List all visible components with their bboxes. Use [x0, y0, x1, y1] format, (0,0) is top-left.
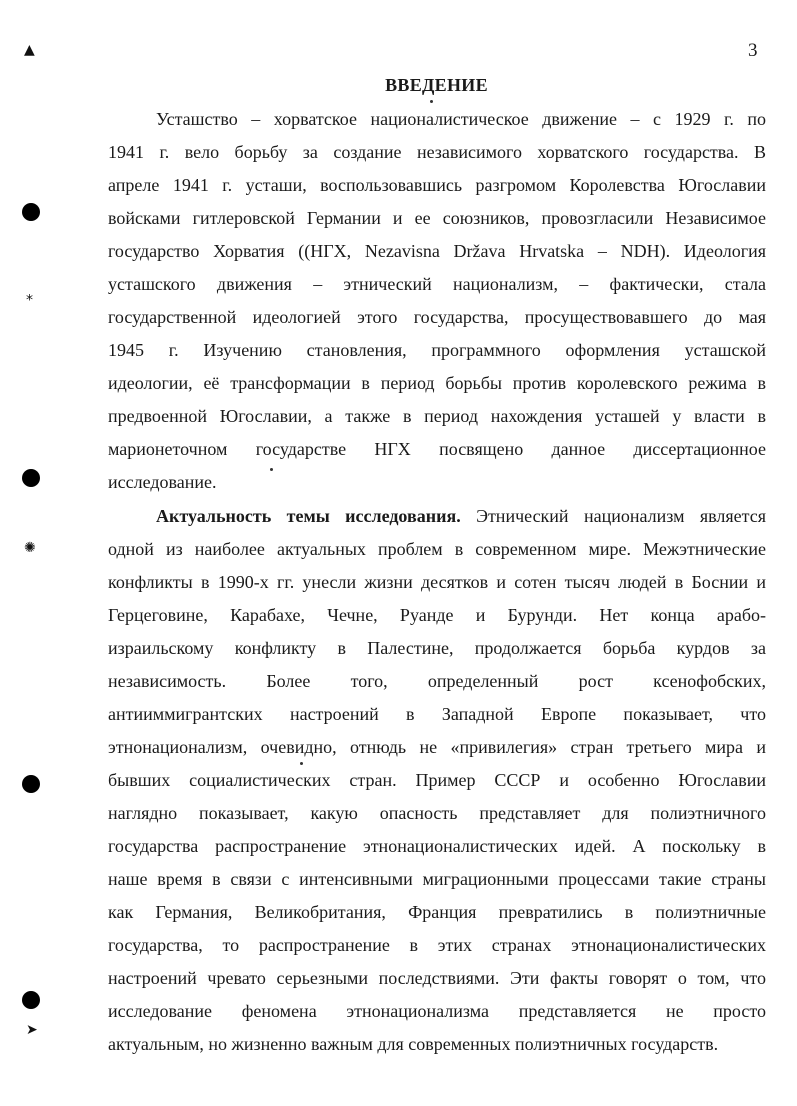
scan-speck: ✺: [24, 540, 36, 556]
text-line: настроений чревато серьезными последствиями. Эти факты говорят о том, что: [108, 968, 766, 988]
text-line: независимость. Более того, определенный рост ксенофобских,: [108, 671, 766, 691]
text-line: государства, то распространение в этих странах этнонационалистических: [108, 935, 766, 955]
binder-hole: [22, 991, 40, 1009]
text-line: Герцеговине, Карабахе, Чечне, Руанде и Бурунди. Нет конца арабо-: [108, 605, 766, 625]
text-line: как Германия, Великобритания, Франция превратились в полиэтничные: [108, 902, 766, 922]
binder-hole: [22, 469, 40, 487]
text-line: апреле 1941 г. усташи, воспользовавшись разгромом Королевства Югославии: [108, 175, 766, 195]
scan-speck: ⁎: [26, 288, 33, 304]
scan-dot: [300, 762, 303, 765]
text-line: этнонационализм, очевидно, отнюдь не «привилегия» стран третьего мира и: [108, 737, 766, 757]
text-line: актуальным, но жизненно важным для современных полиэтничных государств.: [108, 1034, 719, 1054]
text-line: исследование феномена этнонационализма представляется не просто: [108, 1001, 766, 1021]
text-line: исследование.: [108, 472, 217, 492]
text-line: конфликты в 1990-х гг. унесли жизни десятков и сотен тысяч людей в Боснии и: [108, 572, 766, 592]
text-line: Усташство – хорватское националистическое движение – с 1929 г. по: [156, 109, 766, 129]
text-line: усташского движения – этнический национализм, – фактически, стала: [108, 274, 766, 294]
text-line: предвоенной Югославии, а также в период нахождения усташей у власти в: [108, 406, 766, 426]
text-line: государства распространение этнонационалистических идей. А поскольку в: [108, 836, 766, 856]
text-line: наше время в связи с интенсивными миграционными процессами такие страны: [108, 869, 766, 889]
text-line: государственной идеологией этого государства, просуществовавшего до мая: [108, 307, 766, 327]
text-line: бывших социалистических стран. Пример СССР и особенно Югославии: [108, 770, 766, 790]
text-line: марионеточном государстве НГХ посвящено данное диссертационное: [108, 439, 766, 459]
text-line: государство Хорватия ((НГХ, Nezavisna Država Hrvatska – NDH). Идеология: [108, 241, 766, 261]
text-line: наглядно показывает, какую опасность представляет для полиэтничного: [108, 803, 766, 823]
text-line: войсками гитлеровской Германии и ее союзников, провозгласили Независимое: [108, 208, 766, 228]
lead-text: Этнический национализм является: [460, 506, 766, 526]
scan-dot: [430, 100, 433, 103]
page-title: ВВЕДЕНИЕ: [385, 75, 488, 95]
section-heading-inline: Актуальность темы исследования.: [156, 506, 461, 526]
text-line: 1941 г. вело борьбу за создание независимого хорватского государства. В: [108, 142, 766, 162]
text-line: 1945 г. Изучению становления, программного оформления усташской: [108, 340, 766, 360]
scan-speck: ▲: [24, 42, 35, 58]
text-line: антииммигрантских настроений в Западной Европе показывает, что: [108, 704, 766, 724]
text-line: израильскому конфликту в Палестине, продолжается борьба курдов за: [108, 638, 766, 658]
binder-hole: [22, 203, 40, 221]
text-line-lead: [156, 505, 766, 527]
text-line: идеологии, её трансформации в период борьбы против королевского режима в: [108, 373, 766, 393]
scan-speck: ➤: [26, 1022, 38, 1038]
page-number: 3: [748, 40, 758, 61]
text-line: одной из наиболее актуальных проблем в современном мире. Межэтнические: [108, 539, 766, 559]
binder-hole: [22, 775, 40, 793]
